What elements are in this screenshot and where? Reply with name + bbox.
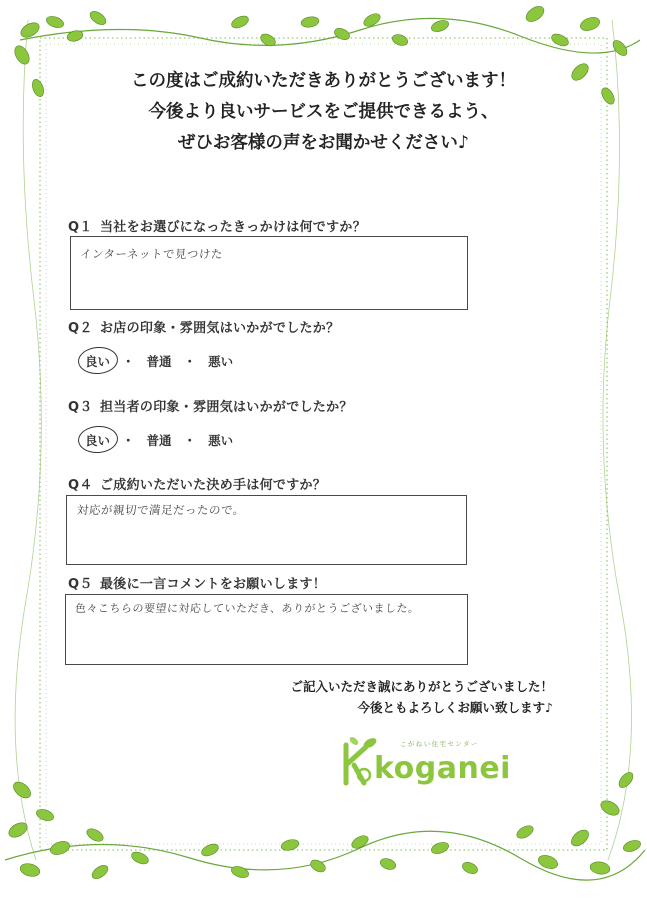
question-4-handwritten-answer: 対応が親切で満足だったので。 <box>76 503 246 517</box>
question-5-handwritten-answer: 色々こちらの要望に対応していただき、ありがとうございました。 <box>74 602 420 615</box>
heading-line-1: この度はご成約いただきありがとうございます！ <box>131 71 516 91</box>
question-2-choice-bad[interactable]: 悪い <box>208 354 234 369</box>
question-1-number: Q１ <box>68 220 93 235</box>
choice-separator: ・ <box>183 354 197 369</box>
question-3-choice-normal[interactable]: 普通 <box>146 433 172 448</box>
question-2-label <box>68 317 339 336</box>
question-3-choice-bad[interactable]: 悪い <box>208 433 234 448</box>
question-2-choice-normal[interactable]: 普通 <box>146 354 172 369</box>
question-2-number: Q２ <box>68 321 93 336</box>
closing-line-2: 今後ともよろしくお願い致します♪ <box>357 700 553 715</box>
question-3-choices <box>82 431 236 449</box>
logo-wordmark: koganei <box>374 751 511 786</box>
question-4-text: ご成約いただいた決め手は何ですか？ <box>100 478 327 493</box>
question-4-number: Q４ <box>68 478 93 493</box>
survey-heading <box>60 66 587 159</box>
question-3-label <box>68 396 353 415</box>
question-4-label <box>68 474 326 493</box>
closing-message <box>290 676 553 718</box>
closing-line-1: ご記入いただき誠にありがとうございました！ <box>290 679 553 694</box>
choice-separator: ・ <box>183 433 197 448</box>
question-2-choice-good[interactable]: 良い <box>82 352 113 370</box>
question-2-choices <box>82 352 236 370</box>
question-5-label <box>68 573 326 592</box>
question-1-label <box>68 216 366 235</box>
question-5-text: 最後に一言コメントをお願いします！ <box>100 577 327 592</box>
heading-line-2: 今後より良いサービスをご提供できるよう、 <box>148 102 499 122</box>
question-2-text: お店の印象・雰囲気はいかがでしたか？ <box>100 321 340 336</box>
logo-tagline: こがねい住宅センター <box>400 740 479 748</box>
question-1-handwritten-answer: インターネットで見つけた <box>79 247 224 261</box>
question-5-number: Q５ <box>68 577 93 592</box>
choice-separator: ・ <box>122 354 135 369</box>
question-4-answer-box[interactable] <box>66 495 467 565</box>
heading-line-3: ぜひお客様の声をお聞かせください♪ <box>177 133 470 153</box>
koganei-logo <box>340 735 520 791</box>
question-3-choice-good[interactable]: 良い <box>82 431 113 449</box>
question-1-text: 当社をお選びになったきっかけは何ですか？ <box>100 220 367 235</box>
question-5-answer-box[interactable] <box>65 594 468 665</box>
question-3-text: 担当者の印象・雰囲気はいかがでしたか？ <box>100 400 353 415</box>
question-1-answer-box[interactable] <box>70 236 468 310</box>
question-3-number: Q３ <box>68 400 93 415</box>
choice-separator: ・ <box>122 433 135 448</box>
